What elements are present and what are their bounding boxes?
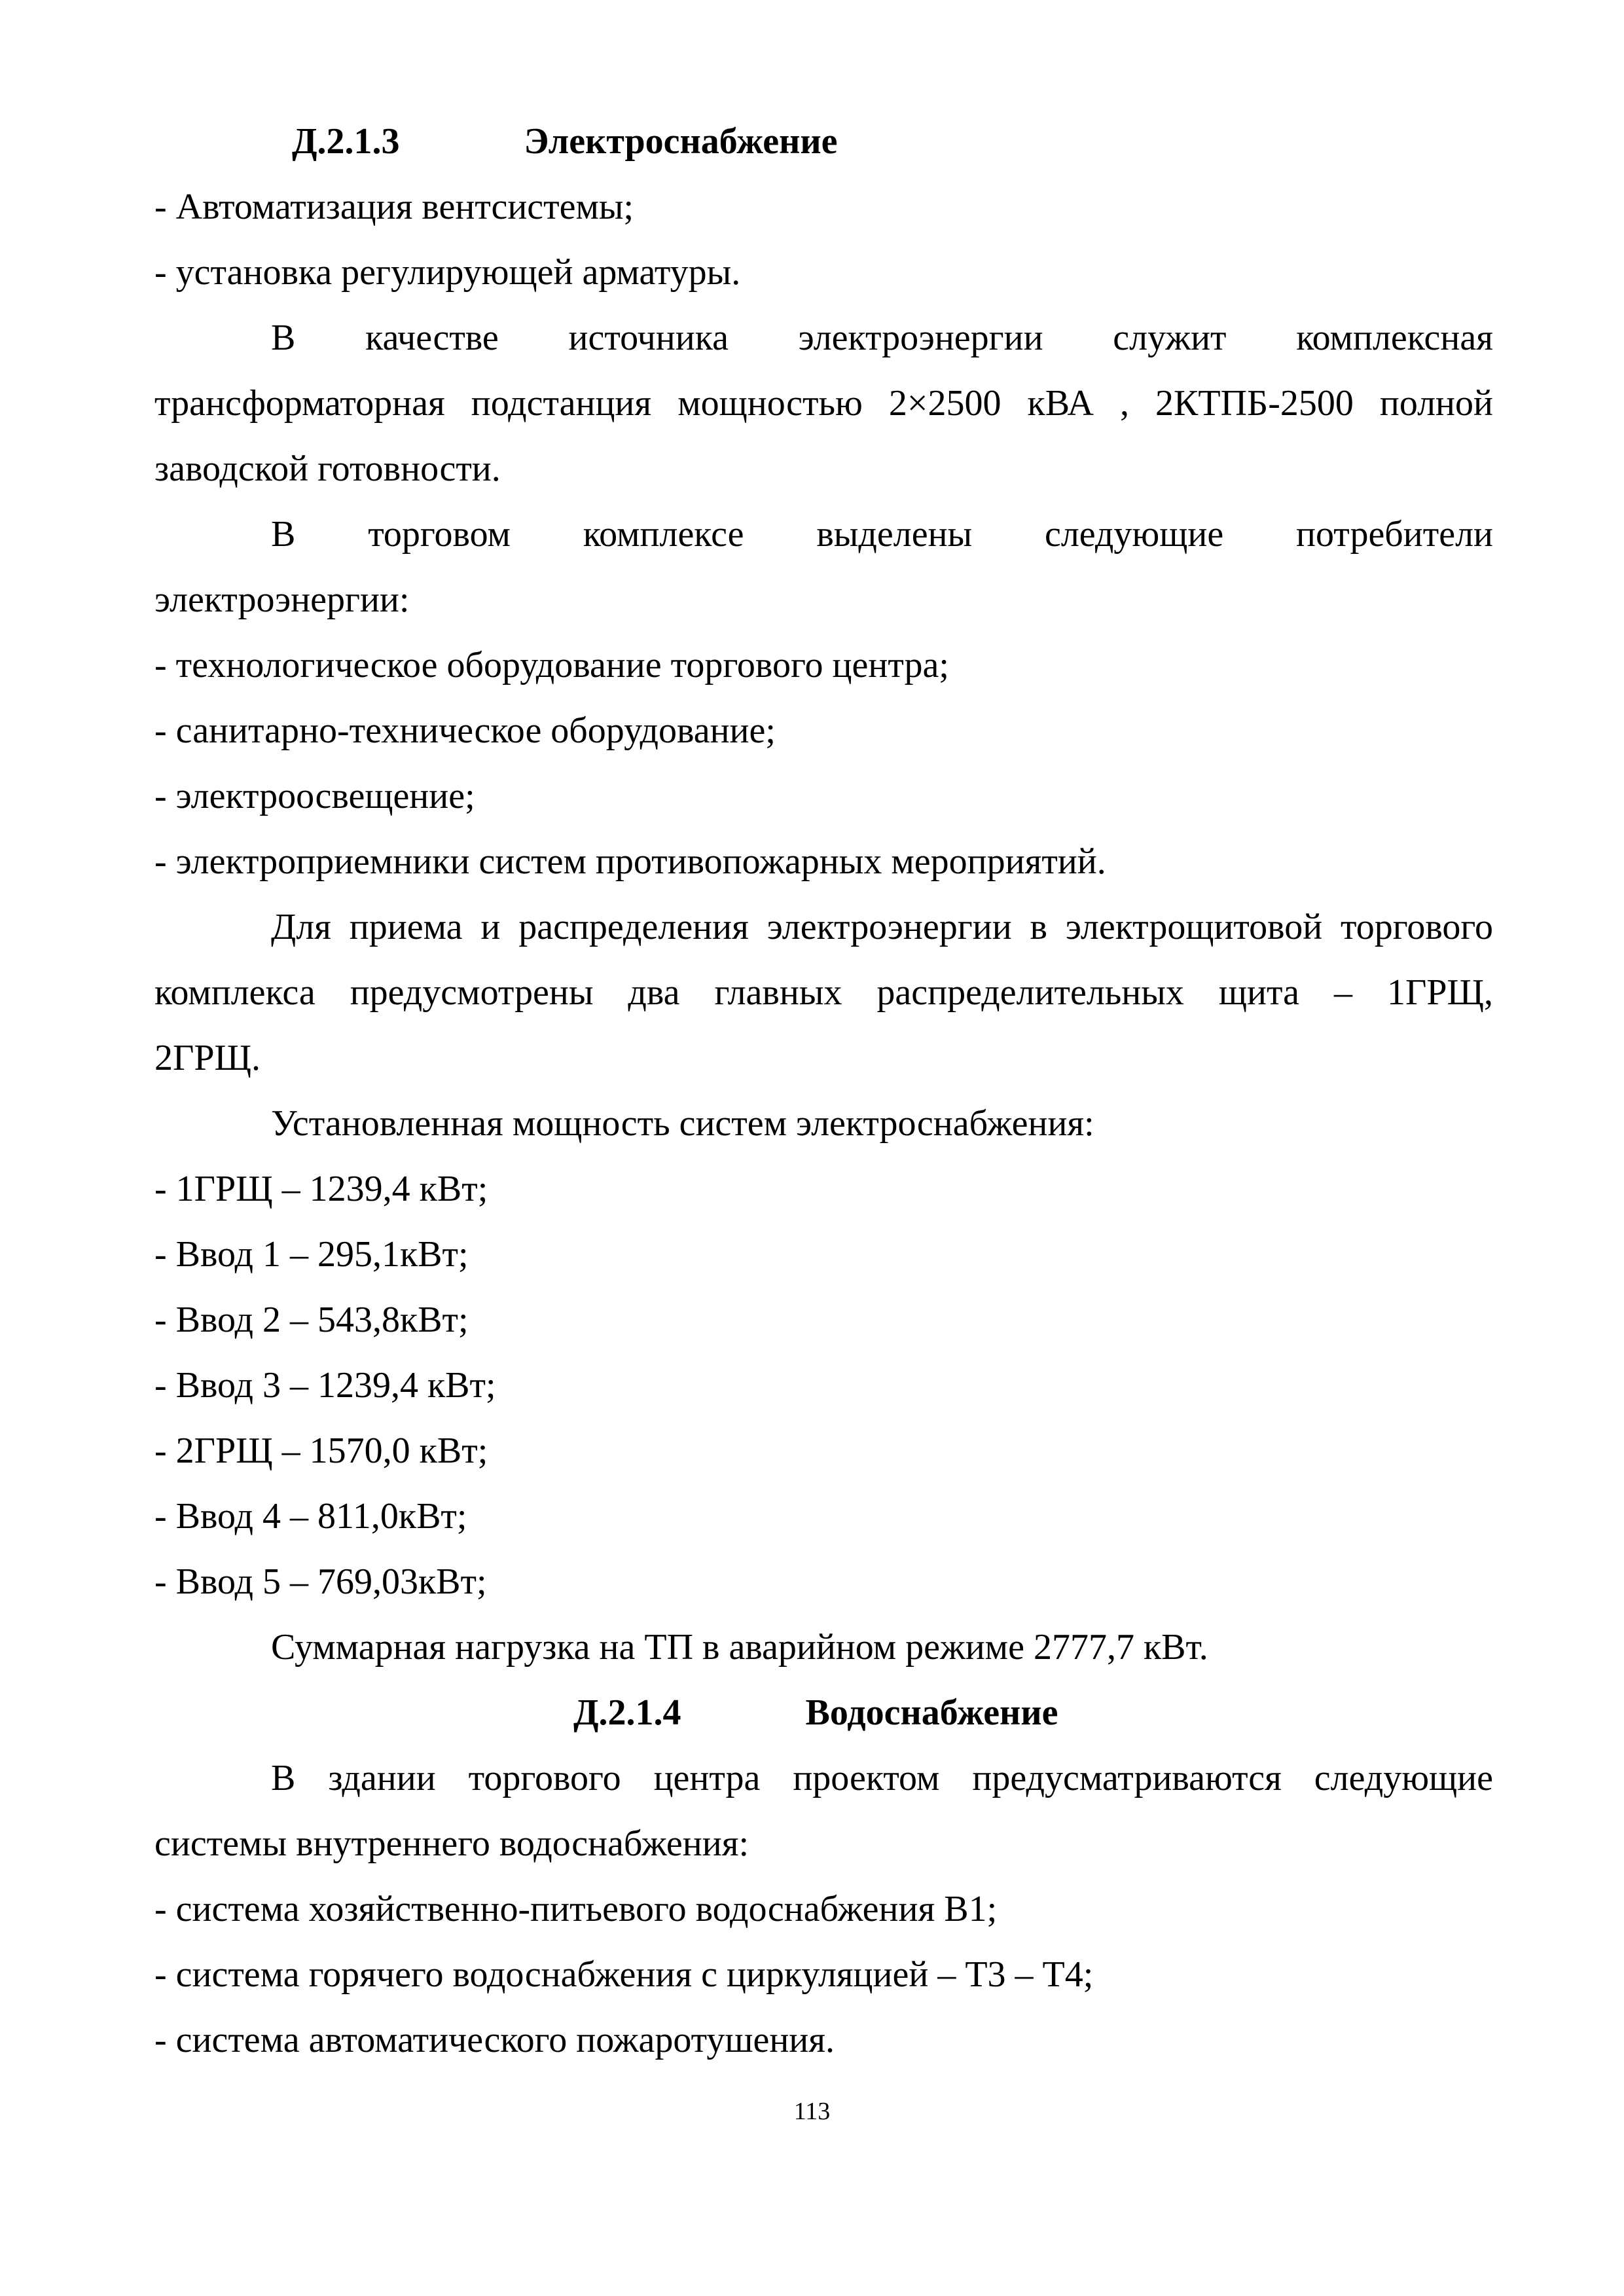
section-heading-water-supply <box>154 1680 1493 1745</box>
paragraph-line: Суммарная нагрузка на ТП в аварийном режиме 2777,7 кВт. <box>271 1627 1208 1667</box>
paragraph-line: системы внутреннего водоснабжения: <box>154 1823 749 1864</box>
section-title: Электроснабжение <box>524 121 838 162</box>
list-item: - 1ГРЩ – 1239,4 кВт; <box>154 1169 488 1209</box>
list-item: - 2ГРЩ – 1570,0 кВт; <box>154 1430 488 1471</box>
list-item: - Ввод 1 – 295,1кВт; <box>154 1234 469 1275</box>
paragraph-line: комплекса предусмотрены два главных распределительных щита – 1ГРЩ, <box>154 972 1493 1013</box>
paragraph-line: трансформаторная подстанция мощностью 2×2500 кВА , 2КТПБ-2500 полной <box>154 383 1493 424</box>
paragraph-line: В торговом комплексе выделены следующие потребители <box>271 514 1493 555</box>
paragraph-line: 2ГРЩ. <box>154 1038 261 1078</box>
page-number: 113 <box>793 2098 831 2125</box>
paragraph-line: Установленная мощность систем электроснабжения: <box>271 1103 1094 1144</box>
list-item: - электроприемники систем противопожарных мероприятий. <box>154 841 1106 882</box>
list-item: - Ввод 2 – 543,8кВт; <box>154 1300 469 1340</box>
paragraph-line: заводской готовности. <box>154 448 501 489</box>
section-number: Д.2.1.4 <box>573 1692 681 1733</box>
section-heading-power-supply <box>154 109 1493 174</box>
section-number: Д.2.1.3 <box>292 121 400 162</box>
paragraph-line: электроэнергии: <box>154 579 410 620</box>
list-item: - Ввод 3 – 1239,4 кВт; <box>154 1365 496 1406</box>
page-content <box>154 109 1493 2073</box>
list-item: - Ввод 4 – 811,0кВт; <box>154 1496 467 1537</box>
list-item: - установка регулирующей арматуры. <box>154 252 741 293</box>
list-item: - Автоматизация вентсистемы; <box>154 187 634 227</box>
list-item: - технологическое оборудование торгового центра; <box>154 645 949 685</box>
list-item: - Ввод 5 – 769,03кВт; <box>154 1561 487 1602</box>
paragraph-line: Для приема и распределения электроэнергии в электрощитовой торгового <box>271 907 1493 947</box>
paragraph-line: В здании торгового центра проектом предусматриваются следующие <box>271 1758 1493 1798</box>
list-item: - система автоматического пожаротушения. <box>154 2020 835 2060</box>
list-item: - система горячего водоснабжения с циркуляцией – Т3 – Т4; <box>154 1954 1094 1995</box>
list-item: - система хозяйственно-питьевого водоснабжения В1; <box>154 1889 998 1929</box>
list-item: - санитарно-техническое оборудование; <box>154 710 776 751</box>
list-item: - электроосвещение; <box>154 776 475 816</box>
section-title: Водоснабжение <box>805 1692 1058 1733</box>
paragraph-line: В качестве источника электроэнергии служит комплексная <box>271 318 1493 358</box>
